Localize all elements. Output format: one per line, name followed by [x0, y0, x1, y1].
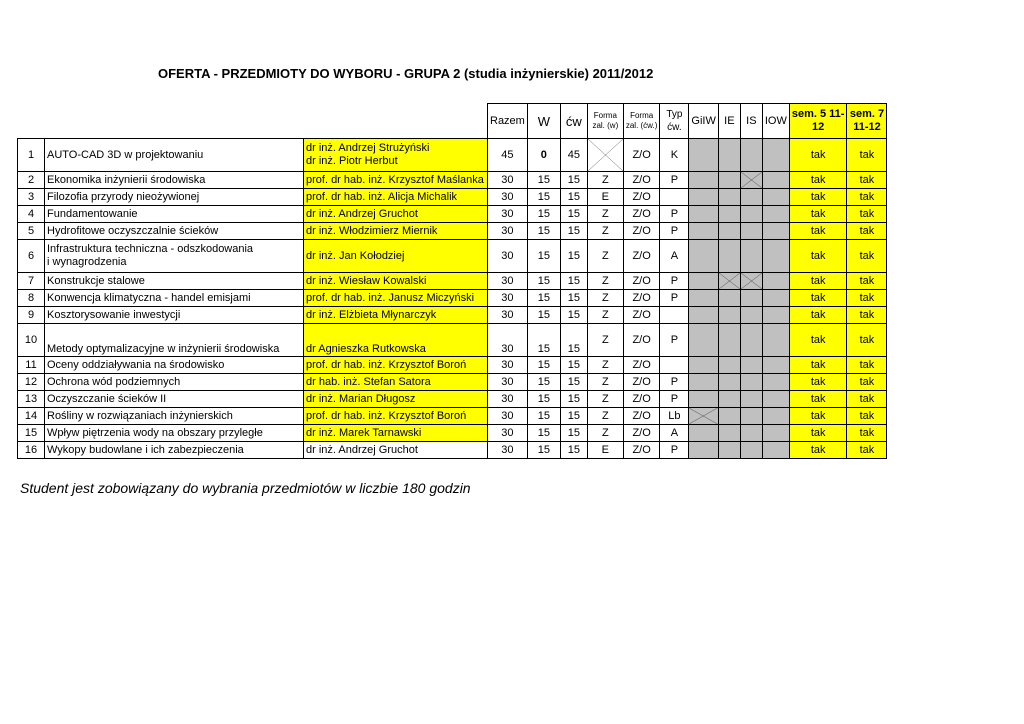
hours-lecture: 15: [527, 240, 560, 273]
hours-exercise: 15: [560, 290, 587, 307]
teacher-name: prof. dr hab. inż. Krzysztof Boroń: [304, 408, 488, 425]
hours-total: 30: [488, 357, 528, 374]
sem5-value: tak: [789, 290, 847, 307]
sem7-value: tak: [847, 391, 887, 408]
sem7-value: tak: [847, 139, 887, 172]
table-row: [18, 290, 887, 307]
header-cw: ćw: [560, 104, 587, 139]
subject-name: Wykopy budowlane i ich zabezpieczenia: [45, 442, 304, 459]
forma-cw: Z/O: [623, 139, 660, 172]
teacher-name: prof. dr hab. inż. Alicja Michalik: [304, 189, 488, 206]
specialty-gilw: [689, 290, 718, 307]
row-number: 16: [18, 442, 45, 459]
forma-cw: Z/O: [623, 324, 660, 357]
sem7-value: tak: [847, 442, 887, 459]
hours-exercise: 15: [560, 391, 587, 408]
specialty-is: [740, 223, 762, 240]
row-number: 14: [18, 408, 45, 425]
forma-w: Z: [587, 324, 623, 357]
sem7-value: tak: [847, 189, 887, 206]
header-sem7: sem. 7 11-12: [847, 104, 887, 139]
forma-w: Z: [587, 223, 623, 240]
forma-cw: Z/O: [623, 172, 660, 189]
forma-cw: Z/O: [623, 357, 660, 374]
header-ie: IE: [718, 104, 740, 139]
forma-w-crossed: [587, 139, 623, 172]
forma-w: Z: [587, 240, 623, 273]
subject-name: Konwencja klimatyczna - handel emisjami: [45, 290, 304, 307]
table-row: [18, 391, 887, 408]
specialty-iow: [762, 391, 789, 408]
typ-cw: K: [660, 139, 689, 172]
table-row: [18, 425, 887, 442]
typ-cw: [660, 189, 689, 206]
sem5-value: tak: [789, 391, 847, 408]
table-row: [18, 357, 887, 374]
specialty-is: [740, 324, 762, 357]
header-razem: Razem: [488, 104, 528, 139]
typ-cw: P: [660, 273, 689, 290]
sem5-value: tak: [789, 357, 847, 374]
forma-cw: Z/O: [623, 290, 660, 307]
specialty-ie: [718, 374, 740, 391]
forma-cw: Z/O: [623, 425, 660, 442]
subject-name: Konstrukcje stalowe: [45, 273, 304, 290]
row-number: 12: [18, 374, 45, 391]
forma-cw: Z/O: [623, 307, 660, 324]
specialty-gilw: [689, 273, 718, 290]
teacher-name: dr inż. Andrzej Strużyński dr inż. Piotr Herbut: [304, 139, 488, 172]
forma-cw: Z/O: [623, 273, 660, 290]
specialty-gilw: [689, 206, 718, 223]
row-number: 11: [18, 357, 45, 374]
specialty-gilw: [689, 189, 718, 206]
hours-lecture: 15: [527, 189, 560, 206]
specialty-gilw-crossed: [689, 408, 718, 425]
hours-lecture: 0: [527, 139, 560, 172]
specialty-is: [740, 357, 762, 374]
sem7-value: tak: [847, 290, 887, 307]
hours-exercise: 15: [560, 374, 587, 391]
hours-lecture: 15: [527, 206, 560, 223]
header-row: [18, 104, 887, 139]
sem7-value: tak: [847, 273, 887, 290]
forma-w: Z: [587, 391, 623, 408]
specialty-ie: [718, 408, 740, 425]
row-number: 7: [18, 273, 45, 290]
specialty-gilw: [689, 240, 718, 273]
hours-total: 30: [488, 391, 528, 408]
specialty-iow: [762, 189, 789, 206]
subject-name: Wpływ piętrzenia wody na obszary przyległe: [45, 425, 304, 442]
specialty-is: [740, 374, 762, 391]
sem7-value: tak: [847, 374, 887, 391]
forma-cw: Z/O: [623, 189, 660, 206]
forma-w: Z: [587, 425, 623, 442]
row-number: 2: [18, 172, 45, 189]
hours-exercise: 15: [560, 189, 587, 206]
subject-name: Filozofia przyrody nieożywionej: [45, 189, 304, 206]
specialty-gilw: [689, 442, 718, 459]
hours-total: 30: [488, 273, 528, 290]
forma-cw: Z/O: [623, 391, 660, 408]
teacher-name: dr inż. Andrzej Gruchot: [304, 442, 488, 459]
specialty-iow: [762, 240, 789, 273]
table-row: [18, 307, 887, 324]
specialty-gilw: [689, 374, 718, 391]
forma-cw: Z/O: [623, 374, 660, 391]
specialty-is-crossed: [740, 273, 762, 290]
table-row: [18, 324, 887, 357]
hours-total: 30: [488, 408, 528, 425]
specialty-iow: [762, 307, 789, 324]
table-row: [18, 189, 887, 206]
teacher-name: prof. dr hab. inż. Janusz Miczyński: [304, 290, 488, 307]
subject-name: AUTO-CAD 3D w projektowaniu: [45, 139, 304, 172]
sem5-value: tak: [789, 442, 847, 459]
teacher-name: dr inż. Jan Kołodziej: [304, 240, 488, 273]
hours-lecture: 15: [527, 374, 560, 391]
hours-lecture: 15: [527, 357, 560, 374]
forma-w: Z: [587, 273, 623, 290]
hours-lecture: 15: [527, 307, 560, 324]
teacher-name: dr inż. Włodzimierz Miernik: [304, 223, 488, 240]
teacher-name: dr inż. Marek Tarnawski: [304, 425, 488, 442]
sem5-value: tak: [789, 139, 847, 172]
subject-name: Rośliny w rozwiązaniach inżynierskich: [45, 408, 304, 425]
page-title: OFERTA - PRZEDMIOTY DO WYBORU - GRUPA 2 (studia inżynierskie) 2011/2012: [158, 66, 654, 81]
sem5-value: tak: [789, 206, 847, 223]
sem7-value: tak: [847, 408, 887, 425]
hours-total: 30: [488, 240, 528, 273]
row-number: 13: [18, 391, 45, 408]
specialty-ie: [718, 425, 740, 442]
hours-exercise: 15: [560, 307, 587, 324]
row-number: 6: [18, 240, 45, 273]
sem7-value: tak: [847, 425, 887, 442]
hours-exercise: 15: [560, 425, 587, 442]
specialty-is: [740, 240, 762, 273]
specialty-ie: [718, 290, 740, 307]
sem7-value: tak: [847, 206, 887, 223]
header-w: W: [527, 104, 560, 139]
sem5-value: tak: [789, 240, 847, 273]
sem5-value: tak: [789, 172, 847, 189]
header-sem5: sem. 5 11- 12: [789, 104, 847, 139]
forma-w: E: [587, 189, 623, 206]
row-number: 10: [18, 324, 45, 357]
hours-lecture: 15: [527, 391, 560, 408]
row-number: 15: [18, 425, 45, 442]
specialty-is: [740, 139, 762, 172]
specialty-iow: [762, 223, 789, 240]
specialty-iow: [762, 172, 789, 189]
specialty-ie: [718, 240, 740, 273]
sem5-value: tak: [789, 324, 847, 357]
specialty-iow: [762, 357, 789, 374]
forma-w: Z: [587, 290, 623, 307]
subject-name: Ochrona wód podziemnych: [45, 374, 304, 391]
specialty-iow: [762, 408, 789, 425]
hours-exercise: 15: [560, 357, 587, 374]
hours-total: 30: [488, 374, 528, 391]
subject-name: Kosztorysowanie inwestycji: [45, 307, 304, 324]
row-number: 4: [18, 206, 45, 223]
sem7-value: tak: [847, 172, 887, 189]
specialty-iow: [762, 290, 789, 307]
specialty-ie-crossed: [718, 273, 740, 290]
subject-name: Oczyszczanie ścieków II: [45, 391, 304, 408]
teacher-name: dr inż. Elżbieta Młynarczyk: [304, 307, 488, 324]
sem7-value: tak: [847, 240, 887, 273]
header-is: IS: [740, 104, 762, 139]
table-row: [18, 273, 887, 290]
footer-note: Student jest zobowiązany do wybrania przedmiotów w liczbie 180 godzin: [20, 480, 471, 496]
hours-exercise: 15: [560, 223, 587, 240]
typ-cw: [660, 307, 689, 324]
specialty-gilw: [689, 223, 718, 240]
typ-cw: Lb: [660, 408, 689, 425]
teacher-name: prof. dr hab. inż. Krzysztof Boroń: [304, 357, 488, 374]
subject-name: Ekonomika inżynierii środowiska: [45, 172, 304, 189]
specialty-is-crossed: [740, 172, 762, 189]
hours-total: 45: [488, 139, 528, 172]
hours-total: 30: [488, 223, 528, 240]
sem5-value: tak: [789, 408, 847, 425]
hours-total: 30: [488, 324, 528, 357]
sem5-value: tak: [789, 189, 847, 206]
header-gilw: GiIW: [689, 104, 718, 139]
specialty-gilw: [689, 307, 718, 324]
typ-cw: [660, 357, 689, 374]
specialty-gilw: [689, 324, 718, 357]
typ-cw: P: [660, 391, 689, 408]
specialty-gilw: [689, 139, 718, 172]
subject-name: Metody optymalizacyjne w inżynierii środowiska: [45, 324, 304, 357]
hours-exercise: 15: [560, 273, 587, 290]
hours-lecture: 15: [527, 273, 560, 290]
hours-exercise: 15: [560, 324, 587, 357]
typ-cw: A: [660, 425, 689, 442]
typ-cw: P: [660, 172, 689, 189]
header-forma-w: Forma zal. (w): [587, 104, 623, 139]
hours-exercise: 15: [560, 172, 587, 189]
forma-w: Z: [587, 206, 623, 223]
sem7-value: tak: [847, 324, 887, 357]
sem5-value: tak: [789, 425, 847, 442]
sem5-value: tak: [789, 374, 847, 391]
forma-cw: Z/O: [623, 442, 660, 459]
specialty-is: [740, 206, 762, 223]
table-row: [18, 442, 887, 459]
hours-total: 30: [488, 206, 528, 223]
sem7-value: tak: [847, 357, 887, 374]
specialty-iow: [762, 273, 789, 290]
courses-table: [17, 103, 887, 459]
specialty-iow: [762, 374, 789, 391]
typ-cw: A: [660, 240, 689, 273]
specialty-gilw: [689, 357, 718, 374]
table-row: [18, 223, 887, 240]
specialty-iow: [762, 442, 789, 459]
table-row: [18, 139, 887, 172]
specialty-is: [740, 442, 762, 459]
row-number: 1: [18, 139, 45, 172]
table-row: [18, 172, 887, 189]
typ-cw: P: [660, 290, 689, 307]
hours-total: 30: [488, 189, 528, 206]
table-row: [18, 374, 887, 391]
hours-total: 30: [488, 307, 528, 324]
hours-lecture: 15: [527, 408, 560, 425]
specialty-iow: [762, 139, 789, 172]
sem7-value: tak: [847, 307, 887, 324]
forma-cw: Z/O: [623, 223, 660, 240]
teacher-name: dr Agnieszka Rutkowska: [304, 324, 488, 357]
specialty-is: [740, 290, 762, 307]
specialty-gilw: [689, 172, 718, 189]
specialty-iow: [762, 324, 789, 357]
forma-w: E: [587, 442, 623, 459]
teacher-name: prof. dr hab. inż. Krzysztof Maślanka: [304, 172, 488, 189]
subject-name: Hydrofitowe oczyszczalnie ścieków: [45, 223, 304, 240]
forma-w: Z: [587, 374, 623, 391]
forma-cw: Z/O: [623, 206, 660, 223]
hours-exercise: 15: [560, 240, 587, 273]
hours-lecture: 15: [527, 442, 560, 459]
hours-exercise: 15: [560, 206, 587, 223]
sem5-value: tak: [789, 223, 847, 240]
row-number: 9: [18, 307, 45, 324]
specialty-is: [740, 425, 762, 442]
forma-cw: Z/O: [623, 240, 660, 273]
specialty-is: [740, 189, 762, 206]
forma-w: Z: [587, 408, 623, 425]
typ-cw: P: [660, 374, 689, 391]
subject-name: Oceny oddziaływania na środowisko: [45, 357, 304, 374]
hours-exercise: 15: [560, 408, 587, 425]
teacher-name: dr inż. Marian Długosz: [304, 391, 488, 408]
forma-w: Z: [587, 172, 623, 189]
typ-cw: P: [660, 223, 689, 240]
specialty-ie: [718, 391, 740, 408]
hours-exercise: 45: [560, 139, 587, 172]
hours-lecture: 15: [527, 223, 560, 240]
specialty-is: [740, 307, 762, 324]
table-row: [18, 408, 887, 425]
specialty-gilw: [689, 391, 718, 408]
teacher-name: dr hab. inż. Stefan Satora: [304, 374, 488, 391]
forma-w: Z: [587, 307, 623, 324]
specialty-ie: [718, 324, 740, 357]
hours-total: 30: [488, 425, 528, 442]
specialty-is: [740, 408, 762, 425]
hours-lecture: 15: [527, 324, 560, 357]
header-forma-cw: Forma zal. (ćw.): [623, 104, 660, 139]
typ-cw: P: [660, 206, 689, 223]
specialty-ie: [718, 172, 740, 189]
hours-total: 30: [488, 172, 528, 189]
specialty-ie: [718, 206, 740, 223]
teacher-name: dr inż. Andrzej Gruchot: [304, 206, 488, 223]
subject-name: Infrastruktura techniczna - odszkodowania i wynagrodzenia: [45, 240, 304, 273]
specialty-is: [740, 391, 762, 408]
table-row: [18, 240, 887, 273]
teacher-name: dr inż. Wiesław Kowalski: [304, 273, 488, 290]
hours-lecture: 15: [527, 290, 560, 307]
hours-total: 30: [488, 442, 528, 459]
hours-lecture: 15: [527, 425, 560, 442]
specialty-ie: [718, 442, 740, 459]
hours-exercise: 15: [560, 442, 587, 459]
row-number: 3: [18, 189, 45, 206]
forma-cw: Z/O: [623, 408, 660, 425]
header-iow: IOW: [762, 104, 789, 139]
specialty-ie: [718, 307, 740, 324]
sem5-value: tak: [789, 307, 847, 324]
specialty-iow: [762, 206, 789, 223]
hours-lecture: 15: [527, 172, 560, 189]
specialty-ie: [718, 139, 740, 172]
typ-cw: P: [660, 324, 689, 357]
specialty-iow: [762, 425, 789, 442]
specialty-gilw: [689, 425, 718, 442]
forma-w: Z: [587, 357, 623, 374]
typ-cw: P: [660, 442, 689, 459]
specialty-ie: [718, 189, 740, 206]
sem5-value: tak: [789, 273, 847, 290]
row-number: 5: [18, 223, 45, 240]
specialty-ie: [718, 223, 740, 240]
sem7-value: tak: [847, 223, 887, 240]
table-row: [18, 206, 887, 223]
subject-name: Fundamentowanie: [45, 206, 304, 223]
header-typ: Typ ćw.: [660, 104, 689, 139]
hours-total: 30: [488, 290, 528, 307]
specialty-ie: [718, 357, 740, 374]
row-number: 8: [18, 290, 45, 307]
